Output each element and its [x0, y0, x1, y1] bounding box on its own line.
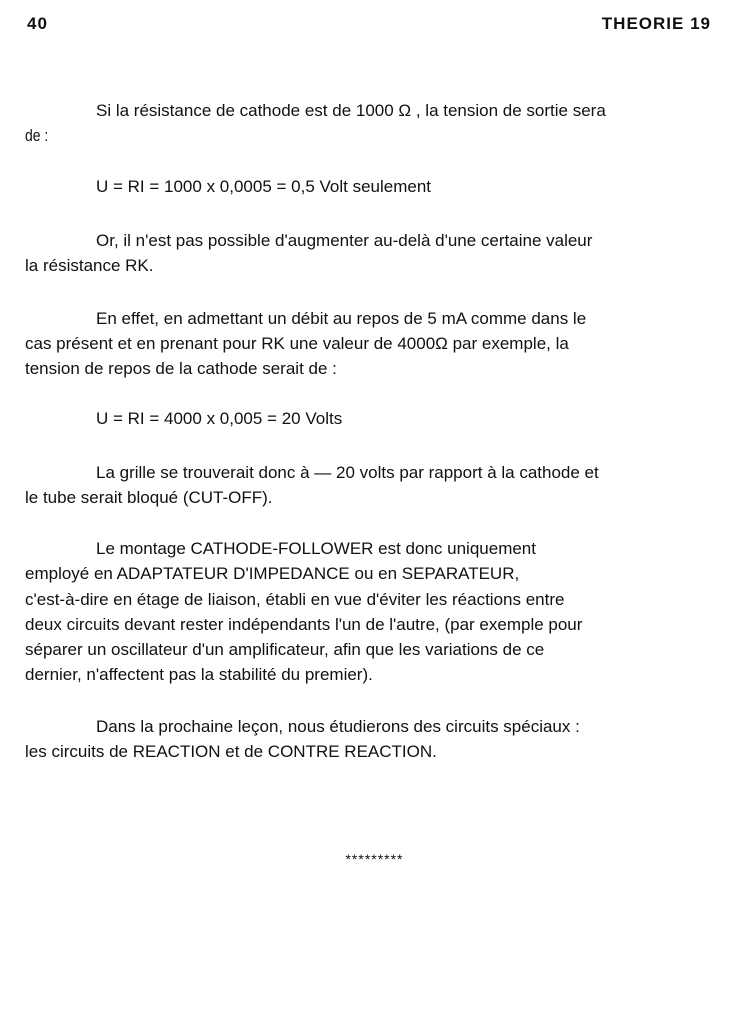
text-line: Le montage CATHODE-FOLLOWER est donc uniquement — [96, 539, 536, 558]
text-line: Dans la prochaine leçon, nous étudierons des circuits spéciaux : — [96, 717, 580, 736]
text-line: cas présent et en prenant pour RK une valeur de 4000Ω par exemple, la — [25, 334, 569, 353]
text-line: c'est-à-dire en étage de liaison, établi en vue d'éviter les réactions entre — [25, 590, 565, 609]
text-line: En effet, en admettant un débit au repos de 5 mA comme dans le — [96, 309, 587, 328]
text-line: La grille se trouverait donc à — 20 volts par rapport à la cathode et — [96, 463, 599, 482]
text-line: Or, il n'est pas possible d'augmenter au-delà d'une certaine valeur — [96, 231, 593, 250]
page-number: 40 — [27, 14, 48, 33]
formula: U = RI = 4000 x 0,005 = 20 Volts — [96, 409, 343, 428]
text-line: les circuits de REACTION et de CONTRE REACTION. — [25, 742, 437, 761]
text-line: deux circuits devant rester indépendants l'un de l'autre, (par exemple pour — [25, 615, 583, 634]
text-line: employé en ADAPTATEUR D'IMPEDANCE ou en SEPARATEUR, — [25, 564, 520, 583]
text-line: tension de repos de la cathode serait de : — [25, 359, 337, 378]
text-line: de : — [25, 126, 49, 145]
text-line: Si la résistance de cathode est de 1000 Ω , la tension de sortie sera — [96, 101, 606, 120]
text-line: dernier, n'affectent pas la stabilité du premier). — [25, 665, 373, 684]
formula: U = RI = 1000 x 0,0005 = 0,5 Volt seulement — [96, 177, 432, 196]
text-line: séparer un oscillateur d'un amplificateur, afin que les variations de ce — [25, 640, 545, 659]
text-line: la résistance RK. — [25, 256, 154, 275]
section-title: THEORIE 19 — [601, 14, 711, 33]
section-separator: ********* — [345, 851, 404, 867]
text-line: le tube serait bloqué (CUT-OFF). — [25, 488, 273, 507]
